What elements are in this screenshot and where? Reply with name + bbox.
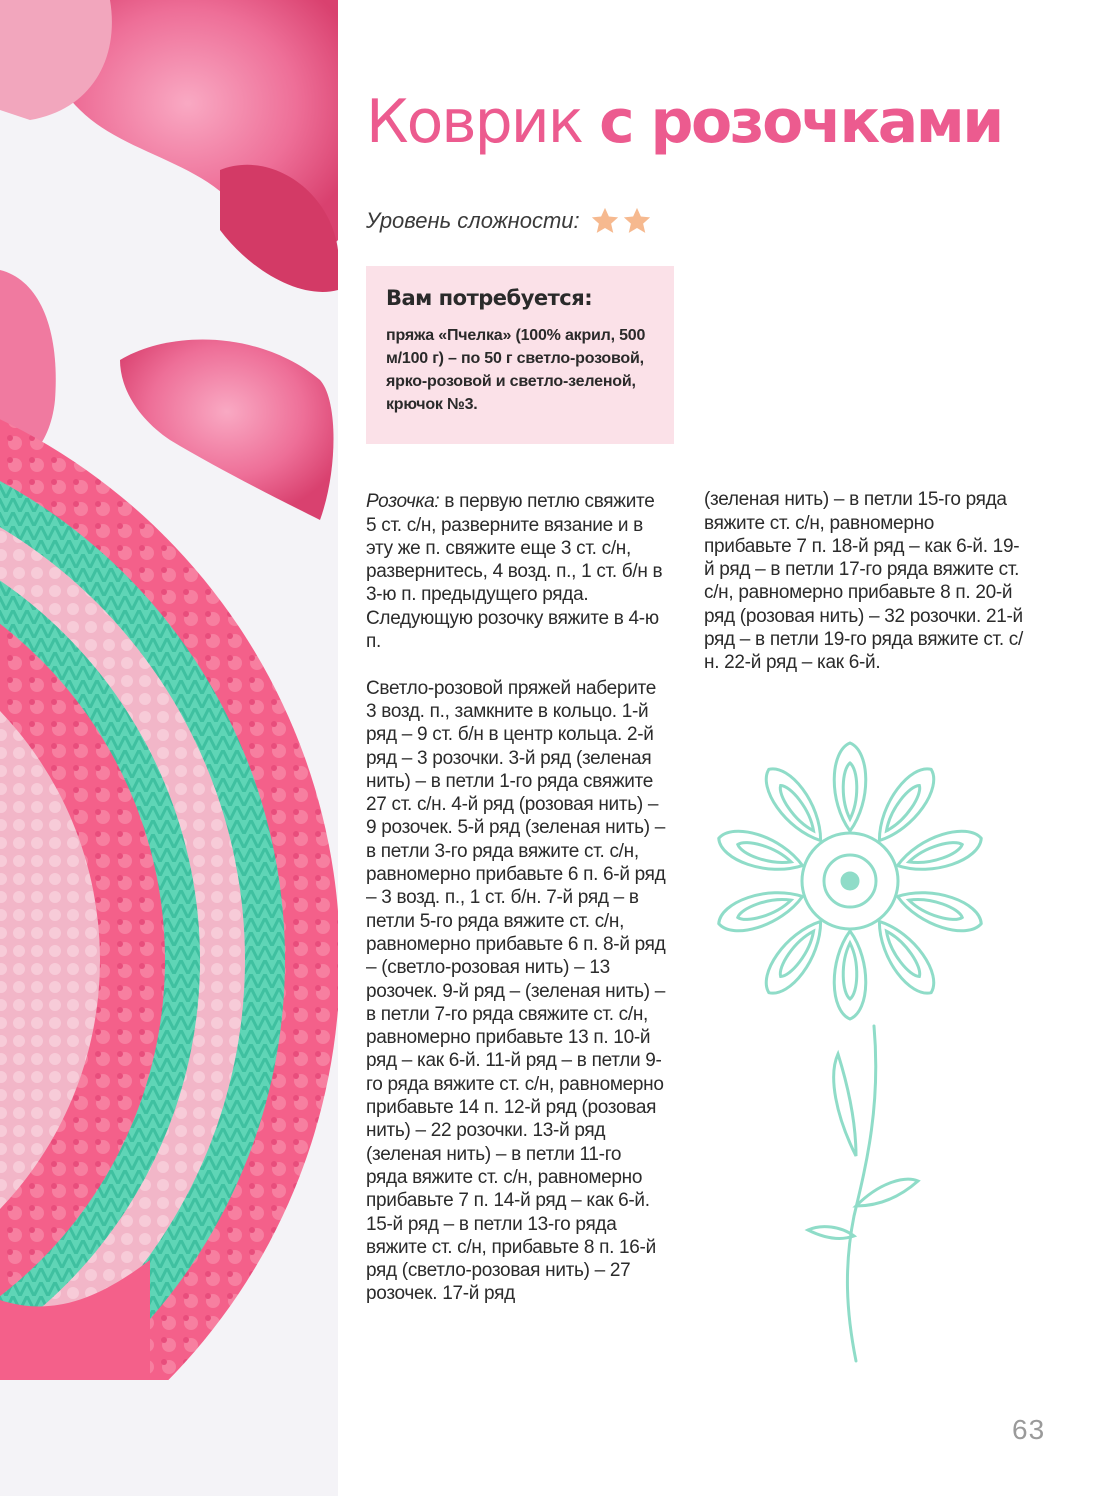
page-title <box>366 87 1002 157</box>
instructions-lead: Розочка: <box>366 491 440 513</box>
instructions-text: (зеленая нить) – в петли 15-го ряда вяжите ст. с/н, равномерно прибавьте 7 п. 18-й ряд – как 6-й. 19-й ряд – в петли 17-го ряда вяжите ст. с/н, равномерно прибавьте 8 п. 20-й ряд (розовая нить) – 32 розочки. 21-й ряд – в петли 19-го ряда вяжите ст. с/н. 22-й ряд – как 6-й. <box>704 489 1023 674</box>
difficulty-stars <box>590 206 654 236</box>
title-regular: Коврик <box>366 87 582 157</box>
star-icon <box>590 206 620 236</box>
materials-box <box>366 266 674 444</box>
flower-doodle-icon <box>716 736 996 1366</box>
page-number: 63 <box>1012 1414 1046 1445</box>
materials-heading: Вам потребуется: <box>386 286 593 310</box>
instructions-text: в первую петлю свяжите 5 ст. с/н, разверните вязание и в эту же п. свяжите еще 3 ст. с/н, развернитесь, 4 возд. п., 1 ст. б/н в 3-ю п. предыдущего ряда. Следующую розочку вяжите в 4-ю п. <box>366 491 663 653</box>
instructions-text: Светло-розовой пряжей наберите 3 возд. п., замкните в кольцо. 1-й ряд – 9 ст. б/н в центр кольца. 2-й ряд – 3 розочки. 3-й ряд (зеленая нить) – в петли 1-го ряда свяжите 27 ст. с/н. 4-й ряд (розовая нить) – 9 розочек. 5-й ряд (зеленая нить) – в петли 3-го ряда вяжите ст. с/н, равномерно прибавьте 6 п. 6-й ряд – 3 возд. п., 1 ст. б/н. 7-й ряд – в петли 5-го ряда вяжите ст. с/н, равномерно прибавьте 6 п. 8-й ряд – (светло-розовая нить) – 13 розочек. 9-й ряд – (зеленая нить) – в петли 7-го ряда свяжите ст. с/н, равномерно прибавьте 13 п. 10-й ряд – как 6-й. 11-й ряд – в петли 9-го ряда вяжите ст. с/н, равномерно прибавьте 14 п. 12-й ряд (розовая нить) – 22 розочки. 13-й ряд (зеленая нить) – в петли 11-го ряда вяжите ст. с/н, равномерно прибавьте 7 п. 14-й ряд – как 6-й. 15-й ряд – в петли 13-го ряда вяжите ст. с/н, прибавьте 8 п. 16-й ряд (светло-розовая нить) – 27 розочек. 17-й ряд <box>366 677 666 1305</box>
instructions-column-1 <box>366 467 666 1329</box>
star-icon <box>622 206 652 236</box>
difficulty-level <box>366 206 654 236</box>
difficulty-label: Уровень сложности: <box>366 208 580 233</box>
rug-photo <box>0 0 338 1496</box>
materials-text: пряжа «Пчелка» (100% акрил, 500 м/100 г) – по 50 г светло-розовой, ярко-розовой и светло-зеленой, крючок №3. <box>386 327 646 413</box>
title-bold: с розочками <box>599 87 1002 157</box>
instructions-paragraph <box>366 490 666 653</box>
instructions-column-2 <box>704 465 1024 698</box>
